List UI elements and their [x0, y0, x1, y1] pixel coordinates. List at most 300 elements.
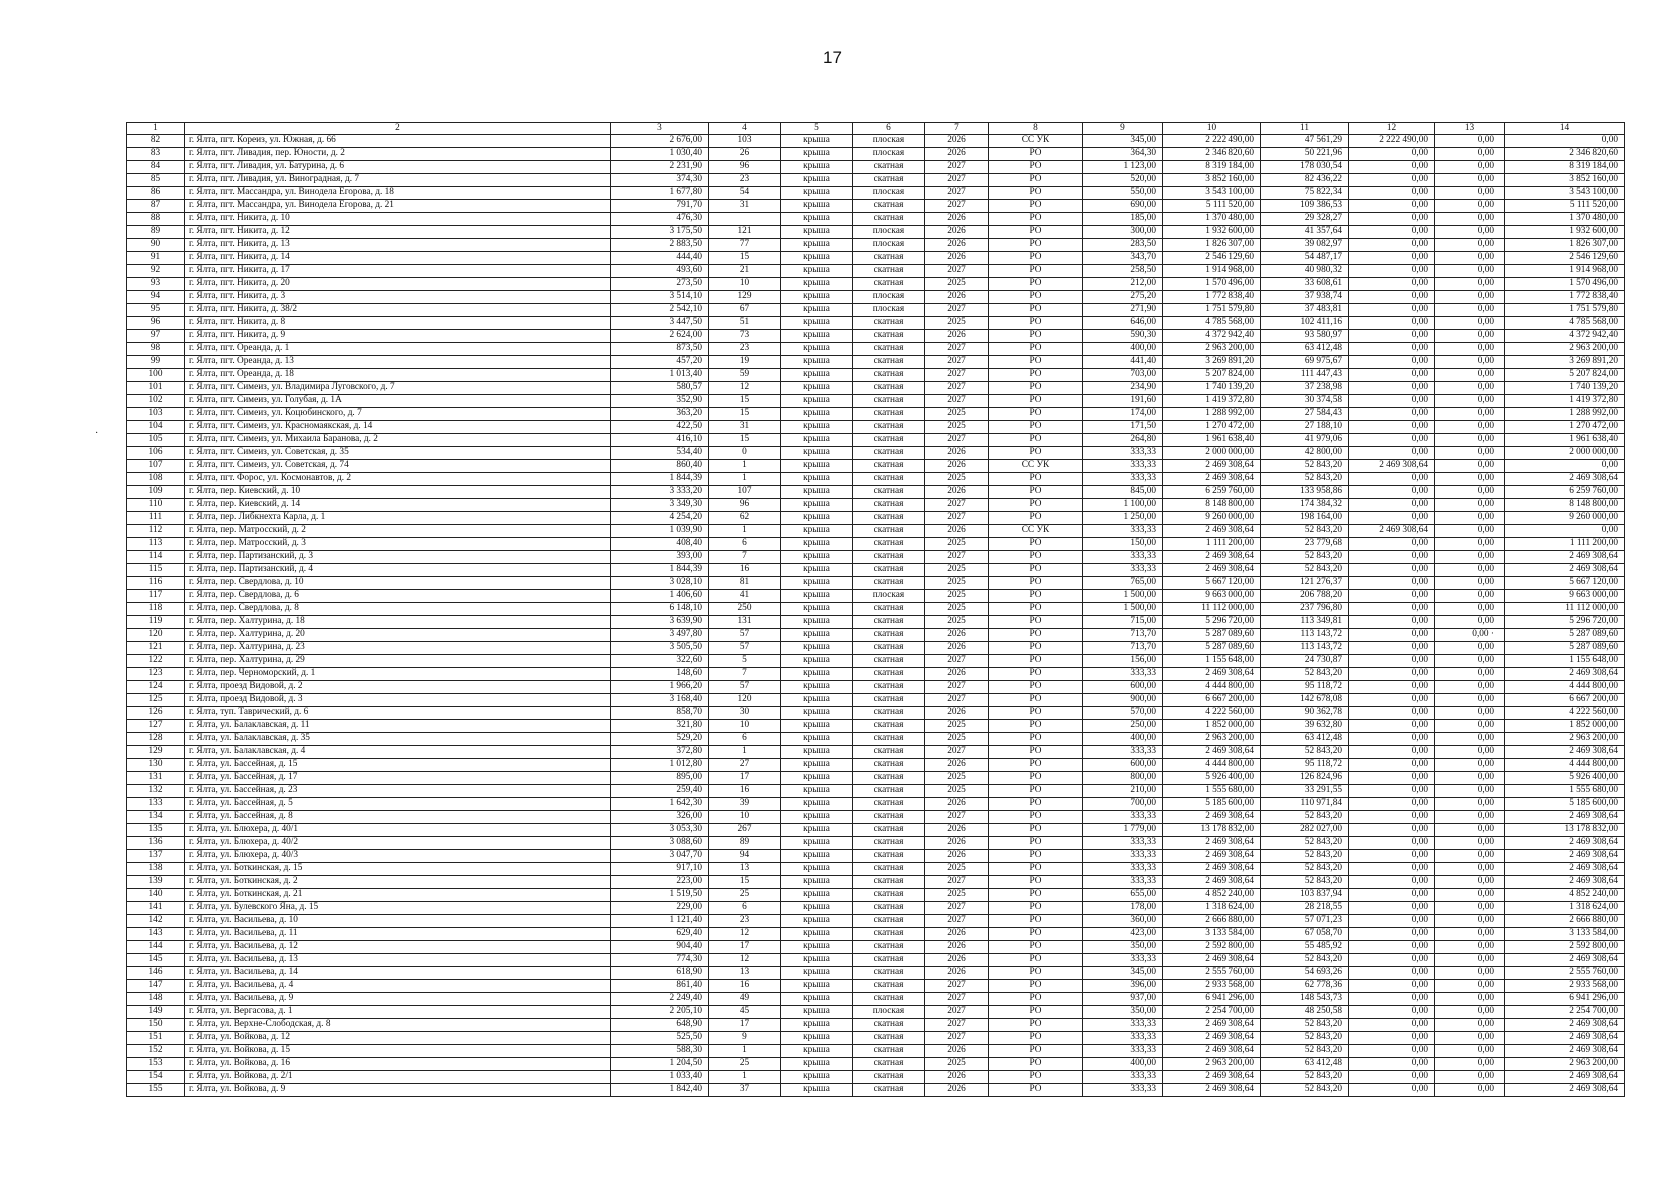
- table-row: [127, 1006, 1625, 1019]
- table-cell-col-12: 0,00: [1349, 1019, 1435, 1032]
- table-cell-col-14: 1 370 480,00: [1505, 213, 1625, 226]
- table-cell-col-9: 333,33: [1083, 1071, 1163, 1084]
- table-cell-col-6: плоская: [853, 304, 925, 317]
- table-cell-col-11: 82 436,22: [1261, 174, 1349, 187]
- table-cell-col-13: 0,00: [1435, 798, 1505, 811]
- table-cell-col-13: 0,00: [1435, 993, 1505, 1006]
- table-cell-col-3: 493,60: [611, 265, 709, 278]
- table-cell-col-4: 30: [709, 707, 781, 720]
- table-cell-col-12: 0,00: [1349, 291, 1435, 304]
- table-cell-col-10: 13 178 832,00: [1163, 824, 1261, 837]
- table-cell-col-2: г. Ялта, пер. Свердлова, д. 6: [185, 590, 611, 603]
- table-cell-col-6: скатная: [853, 655, 925, 668]
- table-cell-col-8: РО: [989, 356, 1083, 369]
- table-cell-col-12: 0,00: [1349, 967, 1435, 980]
- table-cell-col-14: 1 852 000,00: [1505, 720, 1625, 733]
- table-row: [127, 824, 1625, 837]
- table-cell-col-11: 121 276,37: [1261, 577, 1349, 590]
- table-cell-col-12: 0,00: [1349, 811, 1435, 824]
- table-cell-col-1: 99: [127, 356, 185, 369]
- table-cell-col-5: крыша: [781, 837, 853, 850]
- table-cell-col-11: 178 030,54: [1261, 161, 1349, 174]
- table-cell-col-10: 5 287 089,60: [1163, 642, 1261, 655]
- table-cell-col-12: 0,00: [1349, 330, 1435, 343]
- table-cell-col-11: 41 357,64: [1261, 226, 1349, 239]
- table-cell-col-14: 2 469 308,64: [1505, 551, 1625, 564]
- table-cell-col-5: крыша: [781, 642, 853, 655]
- table-cell-col-6: скатная: [853, 902, 925, 915]
- table-cell-col-1: 120: [127, 629, 185, 642]
- table-row: [127, 837, 1625, 850]
- table-cell-col-12: 0,00: [1349, 174, 1435, 187]
- table-cell-col-8: РО: [989, 772, 1083, 785]
- table-cell-col-2: г. Ялта, ул. Блюхера, д. 40/2: [185, 837, 611, 850]
- table-cell-col-11: 57 071,23: [1261, 915, 1349, 928]
- table-cell-col-8: РО: [989, 213, 1083, 226]
- table-cell-col-11: 37 938,74: [1261, 291, 1349, 304]
- table-cell-col-4: 23: [709, 174, 781, 187]
- table-row: [127, 642, 1625, 655]
- table-cell-col-12: 2 469 308,64: [1349, 460, 1435, 473]
- table-cell-col-11: 52 843,20: [1261, 1084, 1349, 1097]
- table-cell-col-4: 23: [709, 343, 781, 356]
- table-cell-col-4: 57: [709, 642, 781, 655]
- table-cell-col-1: 106: [127, 447, 185, 460]
- table-cell-col-3: 525,50: [611, 1032, 709, 1045]
- table-cell-col-9: 1 500,00: [1083, 590, 1163, 603]
- table-cell-col-14: 2 254 700,00: [1505, 1006, 1625, 1019]
- table-cell-col-1: 102: [127, 395, 185, 408]
- table-cell-col-11: 52 843,20: [1261, 525, 1349, 538]
- table-cell-col-5: крыша: [781, 1006, 853, 1019]
- table-cell-col-4: 31: [709, 200, 781, 213]
- table-cell-col-13: 0,00: [1435, 135, 1505, 148]
- table-cell-col-14: 2 469 308,64: [1505, 811, 1625, 824]
- table-cell-col-12: 0,00: [1349, 473, 1435, 486]
- table-cell-col-3: 2 231,90: [611, 161, 709, 174]
- column-header-12: 12: [1349, 123, 1435, 135]
- table-cell-col-8: РО: [989, 447, 1083, 460]
- table-cell-col-3: 223,00: [611, 876, 709, 889]
- table-cell-col-3: 1 121,40: [611, 915, 709, 928]
- table-cell-col-1: 94: [127, 291, 185, 304]
- table-cell-col-2: г. Ялта, пер. Партизанский, д. 4: [185, 564, 611, 577]
- table-cell-col-7: 2027: [925, 187, 989, 200]
- table-cell-col-1: 113: [127, 538, 185, 551]
- table-cell-col-11: 52 843,20: [1261, 876, 1349, 889]
- table-cell-col-11: 63 412,48: [1261, 343, 1349, 356]
- table-cell-col-4: 107: [709, 486, 781, 499]
- table-cell-col-6: скатная: [853, 759, 925, 772]
- table-cell-col-5: крыша: [781, 434, 853, 447]
- table-cell-col-9: 600,00: [1083, 759, 1163, 772]
- table-cell-col-3: 2 205,10: [611, 1006, 709, 1019]
- table-cell-col-13: 0,00: [1435, 239, 1505, 252]
- table-cell-col-3: 3 514,10: [611, 291, 709, 304]
- table-cell-col-5: крыша: [781, 759, 853, 772]
- table-cell-col-3: 148,60: [611, 668, 709, 681]
- table-cell-col-10: 3 133 584,00: [1163, 928, 1261, 941]
- table-cell-col-1: 116: [127, 577, 185, 590]
- table-row: [127, 733, 1625, 746]
- table-cell-col-8: РО: [989, 720, 1083, 733]
- table-cell-col-10: 5 296 720,00: [1163, 616, 1261, 629]
- table-cell-col-4: 73: [709, 330, 781, 343]
- table-cell-col-7: 2027: [925, 161, 989, 174]
- table-cell-col-1: 85: [127, 174, 185, 187]
- table-cell-col-14: 2 666 880,00: [1505, 915, 1625, 928]
- table-cell-col-5: крыша: [781, 395, 853, 408]
- table-cell-col-7: 2026: [925, 252, 989, 265]
- table-cell-col-4: 77: [709, 239, 781, 252]
- table-cell-col-7: 2027: [925, 356, 989, 369]
- table-cell-col-5: крыша: [781, 343, 853, 356]
- table-cell-col-11: 30 374,58: [1261, 395, 1349, 408]
- table-cell-col-7: 2026: [925, 291, 989, 304]
- table-cell-col-4: 21: [709, 265, 781, 278]
- table-cell-col-12: 0,00: [1349, 317, 1435, 330]
- table-cell-col-11: 69 975,67: [1261, 356, 1349, 369]
- table-cell-col-12: 0,00: [1349, 577, 1435, 590]
- table-row: [127, 174, 1625, 187]
- page-number: 17: [823, 48, 842, 67]
- table-cell-col-5: крыша: [781, 824, 853, 837]
- table-cell-col-14: 4 852 240,00: [1505, 889, 1625, 902]
- table-cell-col-3: 1 204,50: [611, 1058, 709, 1071]
- table-cell-col-4: 25: [709, 1058, 781, 1071]
- table-row: [127, 1032, 1625, 1045]
- table-cell-col-3: 791,70: [611, 200, 709, 213]
- table-cell-col-5: крыша: [781, 408, 853, 421]
- table-cell-col-3: 917,10: [611, 863, 709, 876]
- table-cell-col-5: крыша: [781, 551, 853, 564]
- table-cell-col-8: РО: [989, 603, 1083, 616]
- table-cell-col-3: 1 966,20: [611, 681, 709, 694]
- table-cell-col-1: 82: [127, 135, 185, 148]
- table-cell-col-10: 2 469 308,64: [1163, 668, 1261, 681]
- table-row: [127, 668, 1625, 681]
- table-cell-col-7: 2025: [925, 1058, 989, 1071]
- table-cell-col-9: 700,00: [1083, 798, 1163, 811]
- table-cell-col-1: 83: [127, 148, 185, 161]
- table-cell-col-10: 1 751 579,80: [1163, 304, 1261, 317]
- scan-dot-mark: ·: [95, 428, 99, 439]
- table-cell-col-12: 0,00: [1349, 733, 1435, 746]
- table-cell-col-12: 0,00: [1349, 681, 1435, 694]
- table-cell-col-8: РО: [989, 291, 1083, 304]
- table-cell-col-5: крыша: [781, 564, 853, 577]
- table-cell-col-11: 63 412,48: [1261, 1058, 1349, 1071]
- table-cell-col-13: 0,00: [1435, 837, 1505, 850]
- table-cell-col-10: 5 207 824,00: [1163, 369, 1261, 382]
- table-cell-col-9: 333,33: [1083, 551, 1163, 564]
- table-cell-col-3: 1 677,80: [611, 187, 709, 200]
- table-cell-col-8: РО: [989, 538, 1083, 551]
- table-cell-col-7: 2027: [925, 499, 989, 512]
- table-cell-col-8: РО: [989, 1084, 1083, 1097]
- table-cell-col-4: 15: [709, 408, 781, 421]
- table-cell-col-5: крыша: [781, 187, 853, 200]
- table-cell-col-12: 0,00: [1349, 304, 1435, 317]
- table-cell-col-10: 1 111 200,00: [1163, 538, 1261, 551]
- table-cell-col-10: 2 963 200,00: [1163, 1058, 1261, 1071]
- table-cell-col-5: крыша: [781, 317, 853, 330]
- table-cell-col-10: 2 469 308,64: [1163, 1019, 1261, 1032]
- table-cell-col-2: г. Ялта, ул. Войкова, д. 9: [185, 1084, 611, 1097]
- table-cell-col-3: 904,40: [611, 941, 709, 954]
- table-cell-col-10: 1 914 968,00: [1163, 265, 1261, 278]
- table-cell-col-10: 11 112 000,00: [1163, 603, 1261, 616]
- table-cell-col-3: 3 047,70: [611, 850, 709, 863]
- table-cell-col-3: 1 842,40: [611, 1084, 709, 1097]
- table-cell-col-3: 393,00: [611, 551, 709, 564]
- table-cell-col-4: 96: [709, 161, 781, 174]
- table-cell-col-6: скатная: [853, 954, 925, 967]
- table-cell-col-1: 136: [127, 837, 185, 850]
- table-cell-col-1: 105: [127, 434, 185, 447]
- table-cell-col-13: 0,00: [1435, 759, 1505, 772]
- table-cell-col-7: 2026: [925, 213, 989, 226]
- table-cell-col-7: 2025: [925, 785, 989, 798]
- table-cell-col-4: 27: [709, 759, 781, 772]
- table-cell-col-13: 0,00: [1435, 161, 1505, 174]
- table-cell-col-5: крыша: [781, 174, 853, 187]
- table-cell-col-14: 2 933 568,00: [1505, 980, 1625, 993]
- table-cell-col-12: 0,00: [1349, 421, 1435, 434]
- table-cell-col-14: 1 419 372,80: [1505, 395, 1625, 408]
- table-cell-col-10: 6 667 200,00: [1163, 694, 1261, 707]
- table-cell-col-4: 25: [709, 889, 781, 902]
- table-row: [127, 1019, 1625, 1032]
- table-cell-col-12: 0,00: [1349, 616, 1435, 629]
- table-cell-col-7: 2026: [925, 525, 989, 538]
- table-row: [127, 213, 1625, 226]
- table-cell-col-7: 2025: [925, 473, 989, 486]
- table-cell-col-12: 0,00: [1349, 1045, 1435, 1058]
- table-cell-col-14: 6 259 760,00: [1505, 486, 1625, 499]
- table-cell-col-6: скатная: [853, 876, 925, 889]
- table-cell-col-14: 2 555 760,00: [1505, 967, 1625, 980]
- table-cell-col-12: 0,00: [1349, 1058, 1435, 1071]
- table-cell-col-13: 0,00: [1435, 512, 1505, 525]
- table-cell-col-7: 2026: [925, 967, 989, 980]
- table-cell-col-10: 2 469 308,64: [1163, 1032, 1261, 1045]
- table-cell-col-13: 0,00: [1435, 707, 1505, 720]
- table-cell-col-14: 2 469 308,64: [1505, 863, 1625, 876]
- table-cell-col-6: скатная: [853, 941, 925, 954]
- table-cell-col-11: 37 238,98: [1261, 382, 1349, 395]
- table-cell-col-6: скатная: [853, 668, 925, 681]
- table-cell-col-9: 400,00: [1083, 733, 1163, 746]
- table-cell-col-14: 4 444 800,00: [1505, 681, 1625, 694]
- table-cell-col-9: 900,00: [1083, 694, 1163, 707]
- table-cell-col-13: 0,00: [1435, 1071, 1505, 1084]
- table-cell-col-5: крыша: [781, 291, 853, 304]
- table-cell-col-3: 374,30: [611, 174, 709, 187]
- table-cell-col-9: 600,00: [1083, 681, 1163, 694]
- table-cell-col-1: 119: [127, 616, 185, 629]
- table-cell-col-10: 2 254 700,00: [1163, 1006, 1261, 1019]
- table-cell-col-1: 93: [127, 278, 185, 291]
- table-cell-col-5: крыша: [781, 135, 853, 148]
- table-cell-col-7: 2025: [925, 733, 989, 746]
- table-cell-col-10: 2 963 200,00: [1163, 343, 1261, 356]
- table-cell-col-2: г. Ялта, ул. Войкова, д. 12: [185, 1032, 611, 1045]
- table-cell-col-4: 6: [709, 902, 781, 915]
- table-cell-col-8: РО: [989, 759, 1083, 772]
- table-cell-col-4: 19: [709, 356, 781, 369]
- table-cell-col-14: 5 926 400,00: [1505, 772, 1625, 785]
- table-cell-col-5: крыша: [781, 876, 853, 889]
- table-cell-col-8: РО: [989, 265, 1083, 278]
- table-cell-col-5: крыша: [781, 694, 853, 707]
- table-cell-col-4: 121: [709, 226, 781, 239]
- table-cell-col-10: 2 469 308,64: [1163, 876, 1261, 889]
- table-cell-col-1: 110: [127, 499, 185, 512]
- table-cell-col-2: г. Ялта, ул. Васильева, д. 4: [185, 980, 611, 993]
- table-cell-col-6: скатная: [853, 538, 925, 551]
- table-cell-col-1: 96: [127, 317, 185, 330]
- table-cell-col-9: 550,00: [1083, 187, 1163, 200]
- table-cell-col-5: крыша: [781, 512, 853, 525]
- table-cell-col-9: 713,70: [1083, 642, 1163, 655]
- table-cell-col-14: 2 469 308,64: [1505, 746, 1625, 759]
- table-cell-col-8: РО: [989, 629, 1083, 642]
- table-cell-col-4: 1: [709, 746, 781, 759]
- table-cell-col-12: 0,00: [1349, 785, 1435, 798]
- table-cell-col-14: 1 270 472,00: [1505, 421, 1625, 434]
- table-cell-col-9: 333,33: [1083, 447, 1163, 460]
- table-cell-col-4: 1: [709, 525, 781, 538]
- table-cell-col-13: 0,00: [1435, 694, 1505, 707]
- table-cell-col-13: 0,00: [1435, 1058, 1505, 1071]
- table-cell-col-12: 0,00: [1349, 915, 1435, 928]
- table-cell-col-4: 39: [709, 798, 781, 811]
- table-cell-col-11: 111 447,43: [1261, 369, 1349, 382]
- table-cell-col-14: 4 222 560,00: [1505, 707, 1625, 720]
- table-cell-col-5: крыша: [781, 889, 853, 902]
- table-cell-col-11: 52 843,20: [1261, 746, 1349, 759]
- table-cell-col-13: 0,00: [1435, 564, 1505, 577]
- table-cell-col-1: 150: [127, 1019, 185, 1032]
- table-cell-col-5: крыша: [781, 798, 853, 811]
- table-cell-col-13: 0,00: [1435, 330, 1505, 343]
- table-cell-col-4: 5: [709, 655, 781, 668]
- table-cell-col-11: 52 843,20: [1261, 850, 1349, 863]
- table-cell-col-3: 444,40: [611, 252, 709, 265]
- table-cell-col-8: РО: [989, 746, 1083, 759]
- table-cell-col-9: 333,33: [1083, 1084, 1163, 1097]
- table-cell-col-13: 0,00: [1435, 291, 1505, 304]
- table-cell-col-14: 5 207 824,00: [1505, 369, 1625, 382]
- table-cell-col-14: 3 269 891,20: [1505, 356, 1625, 369]
- table-cell-col-2: г. Ялта, ул. Балаклавская, д. 11: [185, 720, 611, 733]
- table-cell-col-9: 333,33: [1083, 564, 1163, 577]
- table-cell-col-3: 3 497,80: [611, 629, 709, 642]
- table-cell-col-10: 3 543 100,00: [1163, 187, 1261, 200]
- table-cell-col-12: 0,00: [1349, 408, 1435, 421]
- table-cell-col-12: 0,00: [1349, 265, 1435, 278]
- table-cell-col-1: 92: [127, 265, 185, 278]
- table-cell-col-10: 2 222 490,00: [1163, 135, 1261, 148]
- table-cell-col-1: 135: [127, 824, 185, 837]
- table-cell-col-13: 0,00: [1435, 213, 1505, 226]
- table-cell-col-7: 2026: [925, 824, 989, 837]
- table-cell-col-14: 1 826 307,00: [1505, 239, 1625, 252]
- table-cell-col-2: г. Ялта, ул. Вергасова, д. 1: [185, 1006, 611, 1019]
- column-header-9: 9: [1083, 123, 1163, 135]
- table-cell-col-4: 16: [709, 980, 781, 993]
- table-cell-col-9: 655,00: [1083, 889, 1163, 902]
- table-row: [127, 577, 1625, 590]
- table-cell-col-11: 109 386,53: [1261, 200, 1349, 213]
- table-cell-col-8: РО: [989, 876, 1083, 889]
- table-cell-col-13: 0,00: [1435, 460, 1505, 473]
- table-cell-col-13: 0,00: [1435, 681, 1505, 694]
- table-cell-col-1: 140: [127, 889, 185, 902]
- table-cell-col-4: 13: [709, 863, 781, 876]
- table-cell-col-11: 142 678,08: [1261, 694, 1349, 707]
- table-cell-col-4: 1: [709, 1071, 781, 1084]
- table-cell-col-1: 124: [127, 681, 185, 694]
- table-cell-col-6: скатная: [853, 512, 925, 525]
- table-cell-col-9: 345,00: [1083, 135, 1163, 148]
- table-cell-col-6: скатная: [853, 395, 925, 408]
- table-cell-col-13: 0,00: [1435, 655, 1505, 668]
- table-cell-col-8: РО: [989, 642, 1083, 655]
- table-cell-col-5: крыша: [781, 499, 853, 512]
- table-cell-col-11: 95 118,72: [1261, 681, 1349, 694]
- table-cell-col-12: 0,00: [1349, 1084, 1435, 1097]
- table-cell-col-4: 49: [709, 993, 781, 1006]
- table-cell-col-14: 2 000 000,00: [1505, 447, 1625, 460]
- table-row: [127, 811, 1625, 824]
- table-cell-col-11: 113 349,81: [1261, 616, 1349, 629]
- table-cell-col-5: крыша: [781, 421, 853, 434]
- table-cell-col-9: 275,20: [1083, 291, 1163, 304]
- table-row: [127, 187, 1625, 200]
- table-cell-col-6: скатная: [853, 330, 925, 343]
- table-cell-col-14: 2 346 820,60: [1505, 148, 1625, 161]
- table-cell-col-12: 0,00: [1349, 954, 1435, 967]
- table-cell-col-5: крыша: [781, 330, 853, 343]
- table-cell-col-9: 1 123,00: [1083, 161, 1163, 174]
- table-cell-col-7: 2025: [925, 421, 989, 434]
- table-row: [127, 421, 1625, 434]
- table-cell-col-9: 333,33: [1083, 876, 1163, 889]
- table-cell-col-14: 2 469 308,64: [1505, 473, 1625, 486]
- table-row: [127, 928, 1625, 941]
- table-cell-col-11: 52 843,20: [1261, 1071, 1349, 1084]
- table-cell-col-8: РО: [989, 1071, 1083, 1084]
- table-cell-col-11: 113 143,72: [1261, 642, 1349, 655]
- table-cell-col-4: 62: [709, 512, 781, 525]
- table-cell-col-3: 873,50: [611, 343, 709, 356]
- table-cell-col-8: РО: [989, 499, 1083, 512]
- table-cell-col-7: 2027: [925, 811, 989, 824]
- table-cell-col-14: 2 469 308,64: [1505, 564, 1625, 577]
- table-cell-col-10: 1 852 000,00: [1163, 720, 1261, 733]
- table-row: [127, 512, 1625, 525]
- table-cell-col-10: 1 288 992,00: [1163, 408, 1261, 421]
- table-cell-col-6: плоская: [853, 148, 925, 161]
- table-cell-col-2: г. Ялта, пер. Партизанский, д. 3: [185, 551, 611, 564]
- table-cell-col-12: 0,00: [1349, 551, 1435, 564]
- table-cell-col-12: 0,00: [1349, 395, 1435, 408]
- table-cell-col-11: 52 843,20: [1261, 473, 1349, 486]
- table-cell-col-11: 102 411,16: [1261, 317, 1349, 330]
- table-cell-col-4: 51: [709, 317, 781, 330]
